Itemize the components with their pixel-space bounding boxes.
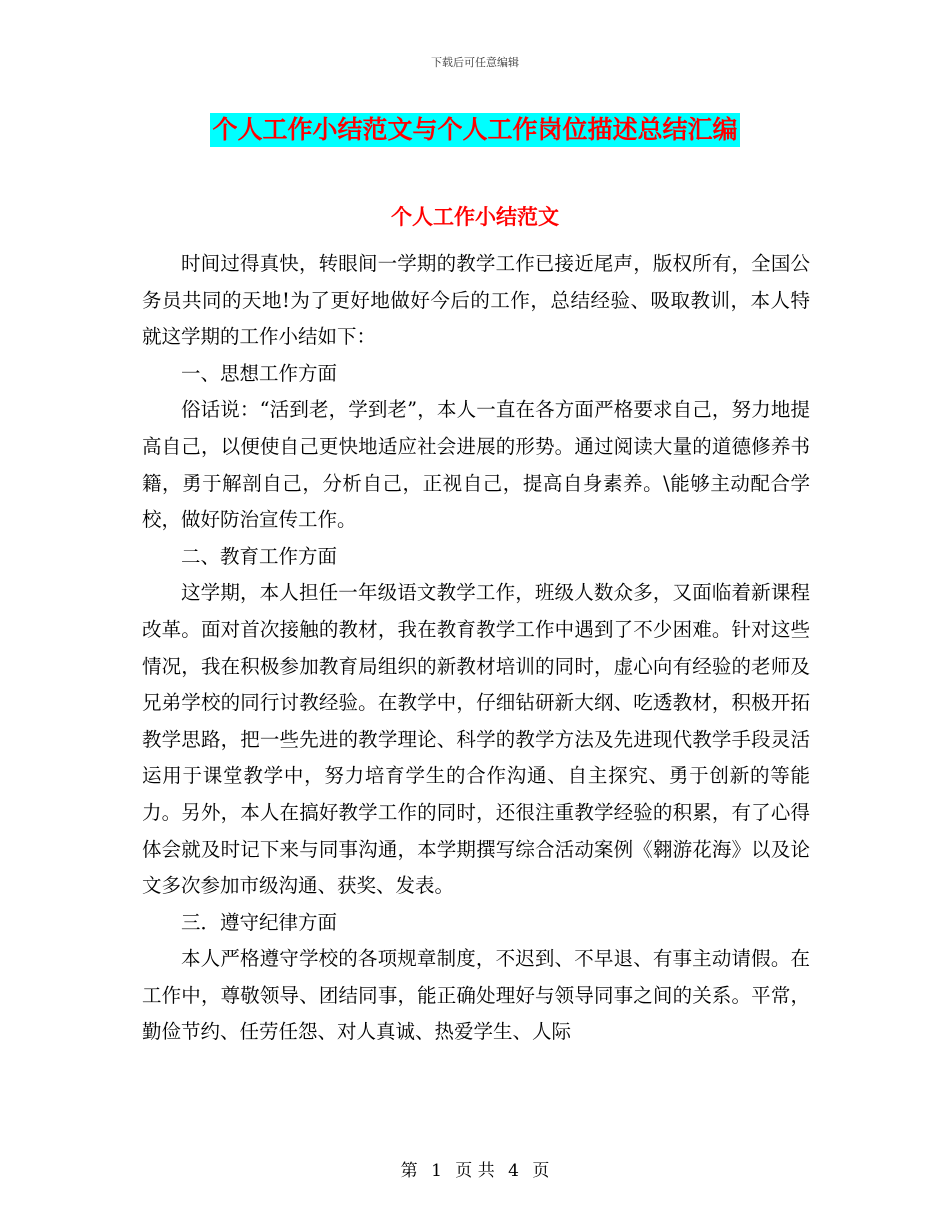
footer-total-pages: 4	[508, 1161, 519, 1181]
paragraph-intro: 时间过得真快，转眼间一学期的教学工作已接近尾声，版权所有，全国公务员共同的天地!为了更好地做好今后的工作，总结经验、吸取教训，本人特就这学期的工作小结如下：	[142, 252, 810, 349]
page-footer	[0, 1156, 950, 1181]
section-title: 个人工作小结范文	[391, 204, 559, 229]
paragraph-education: 这学期，本人担任一年级语文教学工作，班级人数众多，又面临着新课程改革。面对首次接触的教材，我在教育教学工作中遇到了不少困难。针对这些情况，我在积极参加教育局组织的新教材培训的同时，虚心向有经验的老师及兄弟学校的同行讨教经验。在教学中，仔细钻研新大纲、吃透教材，积极开拓教学思路，把一些先进的教学理论、科学的教学方法及先进现代教学手段灵活运用于课堂教学中，努力培育学生的合作沟通、自主探究、勇于创新的等能力。另外，本人在搞好教学工作的同时，还很注重教学经验的积累，有了心得体会就及时记下来与同事沟通，本学期撰写综合活动案例《翱游花海》以及论文多次参加市级沟通、获奖、发表。	[142, 581, 810, 898]
footer-prefix: 第	[400, 1161, 418, 1181]
main-title-wrap	[0, 113, 950, 147]
footer-suffix: 页	[532, 1161, 550, 1181]
header-note: 下载后可任意编辑	[431, 56, 519, 69]
main-title: 个人工作小结范文与个人工作岗位描述总结汇编	[210, 113, 739, 147]
heading-education: 二、教育工作方面	[181, 544, 338, 568]
body-text	[142, 246, 810, 1051]
footer-middle: 页 共	[455, 1161, 495, 1181]
heading-discipline: 三．遵守纪律方面	[181, 910, 338, 934]
paragraph-ideology: 俗话说：“活到老，学到老”，本人一直在各方面严格要求自己，努力地提高自己，以便使自己更快地适应社会进展的形势。通过阅读大量的道德修养书籍，勇于解剖自己，分析自己，正视自己，提高自身素养。\能够主动配合学校，做好防治宣传工作。	[142, 398, 810, 532]
footer-current-page: 1	[431, 1161, 442, 1181]
heading-ideology: 一、思想工作方面	[181, 361, 338, 385]
paragraph-discipline: 本人严格遵守学校的各项规章制度，不迟到、不早退、有事主动请假。在工作中，尊敬领导、团结同事，能正确处理好与领导同事之间的关系。平常，勤俭节约、任劳任怨、对人真诚、热爱学生、人际	[142, 947, 810, 1044]
